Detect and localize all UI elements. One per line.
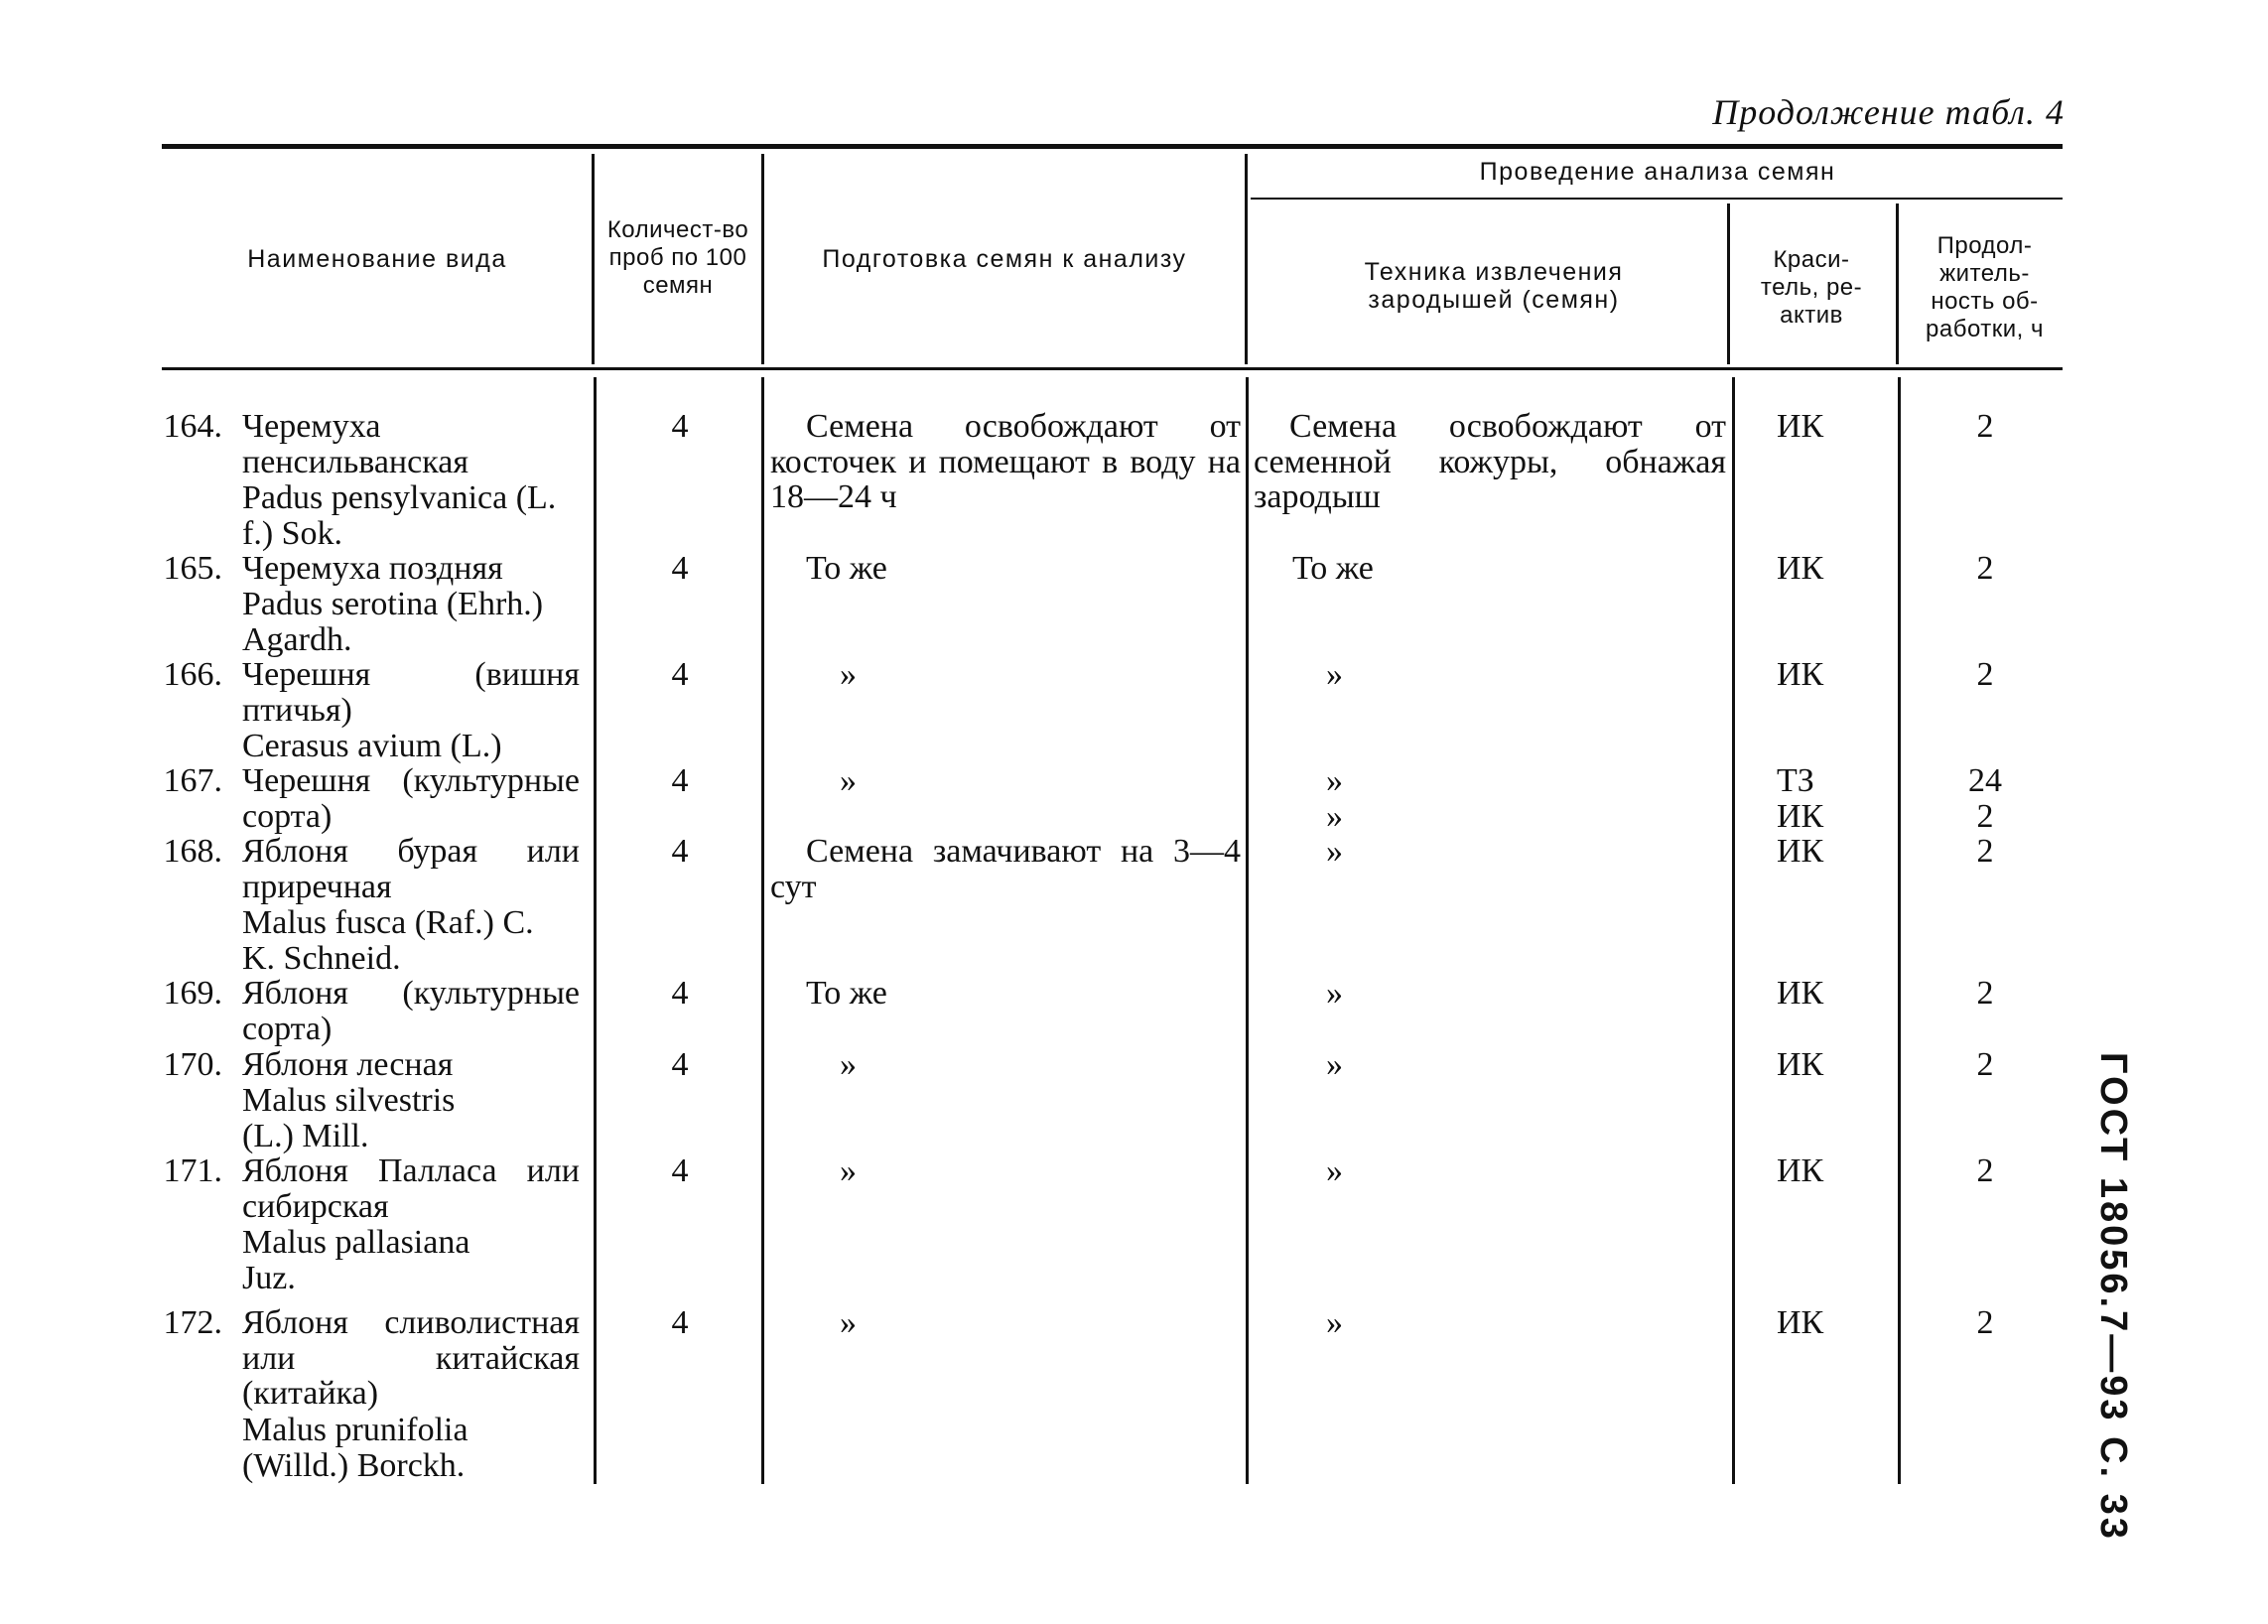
sample-count: 4 [671, 550, 689, 587]
sample-count: 4 [671, 656, 689, 693]
dye-reagent: ИК [1777, 550, 1824, 587]
header-dye: Краси-тель, ре-актив [1760, 246, 1863, 329]
seed-preparation: » [840, 762, 857, 799]
row-number: 172. [163, 1304, 222, 1341]
sample-count: 4 [671, 1304, 689, 1341]
sample-count: 4 [671, 975, 689, 1012]
seed-preparation: » [840, 656, 857, 693]
duration-hours: 2 [1976, 550, 1994, 587]
species-name: Яблоня (культурные сорта) [242, 975, 580, 1047]
species-latin: Padus serotina (Ehrh.) Agardh. [242, 586, 544, 658]
sample-count: 4 [671, 1152, 689, 1189]
header-divider-1 [592, 154, 595, 364]
duration-hours: 2 [1976, 1152, 1994, 1189]
sample-count: 4 [671, 762, 689, 799]
species-latin: Padus pensylvanica (L. f.) Sok. [242, 479, 557, 552]
duration-hours-second: 2 [1976, 798, 1994, 835]
row-number: 167. [163, 762, 222, 799]
extraction-technique: » [1326, 1304, 1343, 1341]
row-number: 165. [163, 550, 222, 587]
sample-count: 4 [671, 1046, 689, 1083]
standard-page-label: ГОСТ 18056.7—93 С. 33 [2092, 1052, 2134, 1542]
header-divider-5 [1896, 203, 1899, 364]
sample-count: 4 [671, 408, 689, 445]
dye-reagent: ИК [1777, 1046, 1824, 1083]
species-latin: Malus fusca (Raf.) C. K. Schneid. [242, 904, 534, 977]
dye-reagent: ИК [1777, 656, 1824, 693]
seed-preparation: Семена замачивают на 3—4 сут [770, 833, 1241, 905]
dye-reagent: ИК [1777, 408, 1824, 445]
seed-preparation: » [840, 1304, 857, 1341]
extraction-technique: » [1326, 656, 1343, 693]
seed-preparation: То же [806, 975, 887, 1012]
extraction-technique: Семена освобождают от семенной кожуры, обнажая зародыш [1254, 408, 1726, 516]
species-name: Яблоня Палласа или сибирская [242, 1152, 580, 1225]
header-bottom-rule [162, 367, 2063, 370]
row-number: 171. [163, 1152, 222, 1189]
header-divider-2 [761, 154, 764, 364]
dye-reagent: ИК [1777, 1152, 1824, 1189]
seed-preparation: » [840, 1046, 857, 1083]
header-prep: Подготовка семян к анализу [822, 245, 1187, 273]
species-latin: Malus pallasiana Juz. [242, 1224, 470, 1296]
extraction-technique: » [1326, 1046, 1343, 1083]
seed-preparation: » [840, 1152, 857, 1189]
duration-hours: 2 [1976, 975, 1994, 1012]
top-rule [162, 144, 2063, 149]
species-latin: Cerasus avium (L.) [242, 728, 502, 764]
duration-hours: 2 [1976, 1304, 1994, 1341]
species-name: Яблоня бурая или приречная [242, 833, 580, 905]
row-number: 169. [163, 975, 222, 1012]
header-analysis-group: Проведение анализа семян [1479, 158, 1836, 186]
duration-hours: 24 [1968, 762, 2002, 799]
extraction-technique: То же [1292, 550, 1374, 587]
row-number: 166. [163, 656, 222, 693]
duration-hours: 2 [1976, 656, 1994, 693]
duration-hours: 2 [1976, 1046, 1994, 1083]
duration-hours: 2 [1976, 408, 1994, 445]
seed-preparation: То же [806, 550, 887, 587]
extraction-technique: » [1326, 1152, 1343, 1189]
header-duration: Продол-житель-ность об-работки, ч [1926, 232, 2044, 342]
dye-reagent-second: ИК [1777, 798, 1824, 835]
header-name: Наименование вида [247, 245, 507, 273]
species-latin: Malus prunifolia (Willd.) Borckh. [242, 1412, 468, 1484]
species-latin: Malus silvestris (L.) Mill. [242, 1082, 456, 1154]
sample-count: 4 [671, 833, 689, 870]
dye-reagent: ИК [1777, 975, 1824, 1012]
extraction-technique: » [1326, 975, 1343, 1012]
row-number: 168. [163, 833, 222, 870]
species-name: Черемуха поздняя [242, 550, 503, 587]
species-name: Черешня (вишня птичья) [242, 656, 580, 729]
species-name: Черешня (культурные сорта) [242, 762, 580, 835]
header-technique: Техника извлечения зародышей (семян) [1364, 257, 1624, 314]
dye-reagent: ИК [1777, 1304, 1824, 1341]
header-divider-3 [1245, 154, 1248, 364]
seed-preparation: Семена освобождают от косточек и помещают в воду на 18—24 ч [770, 408, 1241, 516]
extraction-technique-second: » [1326, 798, 1343, 835]
species-name: Черемуха пенсильванская [242, 408, 468, 480]
header-divider-4 [1727, 203, 1730, 364]
header-count: Количест-во проб по 100 семян [606, 216, 749, 299]
duration-hours: 2 [1976, 833, 1994, 870]
group-rule [1251, 198, 2063, 200]
species-name: Яблоня сливолистная или китайская (китайка) [242, 1304, 580, 1413]
row-number: 164. [163, 408, 222, 445]
body-divider-3 [1246, 377, 1249, 1484]
dye-reagent: ИК [1777, 833, 1824, 870]
table-caption: Продолжение табл. 4 [1712, 92, 2065, 132]
extraction-technique: » [1326, 833, 1343, 870]
extraction-technique: » [1326, 762, 1343, 799]
species-name: Яблоня лесная [242, 1046, 454, 1083]
dye-reagent: ТЗ [1777, 762, 1814, 799]
body-divider-4 [1732, 377, 1735, 1484]
row-number: 170. [163, 1046, 222, 1083]
